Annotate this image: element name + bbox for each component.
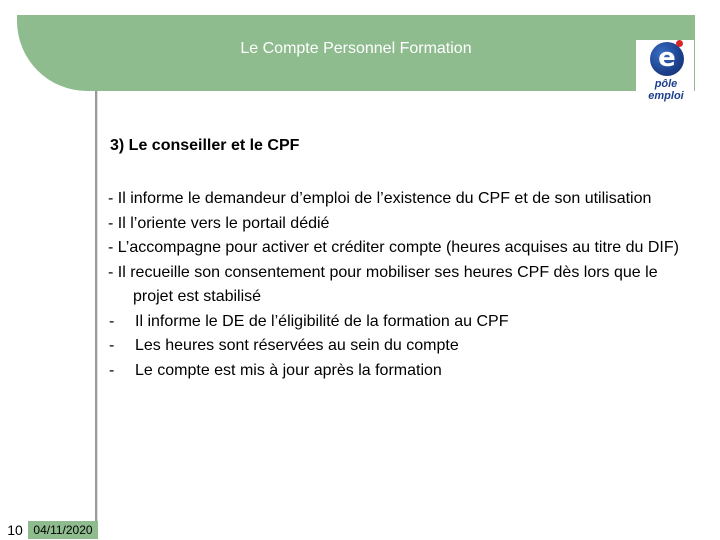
page-title: Le Compte Personnel Formation [240,40,472,57]
dash-marker: - [109,337,115,354]
sub-list-item-text: Il informe le DE de l’éligibilité de la formation au CPF [135,312,509,330]
sub-list-item [108,334,698,359]
bullet-list [108,187,698,383]
slide-date: 04/11/2020 [28,521,98,539]
slide-number: 10 [7,522,23,538]
dash-marker: - [109,312,115,330]
sub-list-item [108,359,698,384]
logo-text: pôle emploi [648,78,684,102]
sub-list-item [108,310,698,335]
sub-list-item-text: Les heures sont réservées au sein du compte [135,337,459,354]
list-item: - L’accompagne pour activer et créditer compte (heures acquises au titre du DIF) [108,239,679,256]
list-item: - Il recueille son consentement pour mobiliser ses heures CPF dès lors que le projet est stabilisé [108,263,658,305]
vertical-divider-highlight [97,91,98,521]
dash-marker: - [109,361,115,379]
logo-circle-icon [650,42,684,76]
logo-dot-icon [676,40,683,47]
list-item: - Il informe le demandeur d’emploi de l’existence du CPF et de son utilisation [108,190,652,207]
section-title: 3) Le conseiller et le CPF [110,137,300,154]
logo-letter: e [658,43,676,73]
sub-list-item-text: Le compte est mis à jour après la formation [135,361,442,379]
pole-emploi-logo [636,40,694,102]
list-item: - Il l’oriente vers le portail dédié [108,214,330,232]
